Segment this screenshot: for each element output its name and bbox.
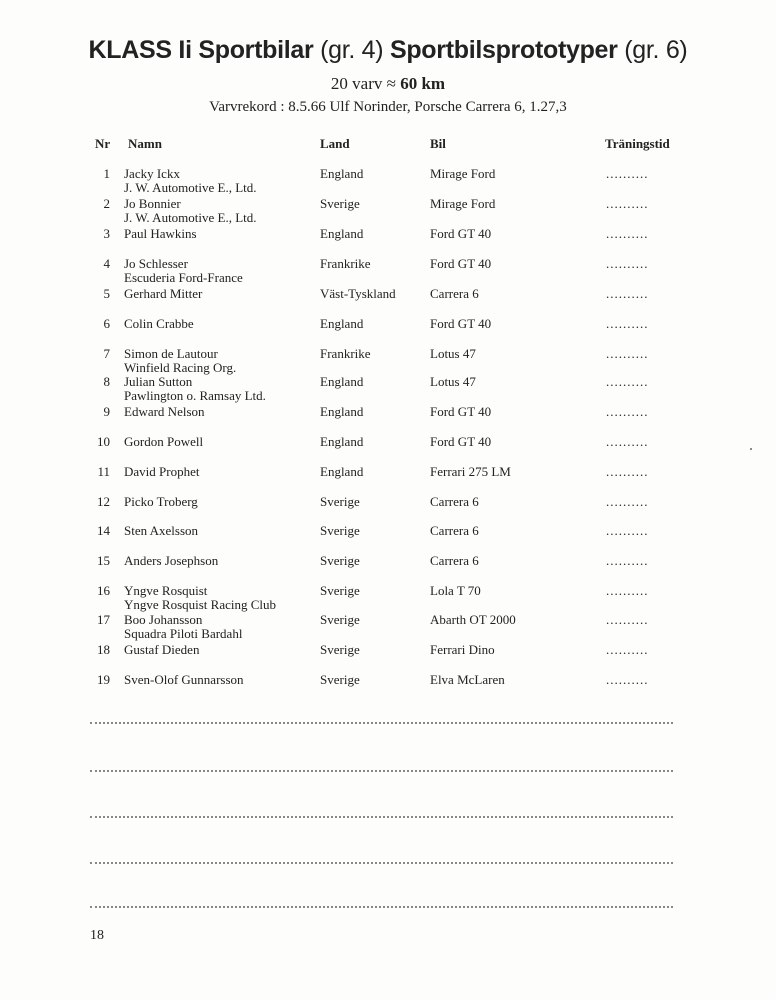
entry-car: Ford GT 40 — [430, 404, 492, 419]
entry-number: 6 — [103, 316, 110, 331]
entry-driver: Anders Josephson — [124, 553, 219, 568]
entry-practice-time-blank: .......... — [606, 583, 649, 598]
entry-practice-time-blank: .......... — [606, 404, 649, 419]
entry-practice-time-blank: .......... — [606, 374, 649, 389]
entry-team: Yngve Rosquist Racing Club — [124, 597, 277, 612]
entry-team: Escuderia Ford-France — [124, 270, 243, 285]
entry-driver: Boo Johansson — [124, 612, 203, 627]
entry-country: Sverige — [320, 553, 360, 568]
entry-country: Sverige — [320, 612, 360, 627]
entry-row — [0, 583, 776, 611]
entry-driver: Yngve Rosquist — [124, 583, 208, 598]
class-title-group4: (gr. 4) — [320, 36, 384, 64]
entry-car: Carrera 6 — [430, 553, 479, 568]
entry-practice-time-blank: .......... — [606, 316, 649, 331]
entry-car: Carrera 6 — [430, 494, 479, 509]
column-header-nr: Nr — [95, 136, 111, 151]
entry-driver: Edward Nelson — [124, 404, 205, 419]
entry-row — [0, 642, 776, 670]
entry-number: 1 — [103, 166, 110, 181]
entry-car: Mirage Ford — [430, 196, 496, 211]
entry-driver: Colin Crabbe — [124, 316, 194, 331]
entry-country: England — [320, 434, 364, 449]
entry-country: England — [320, 316, 364, 331]
column-header-practice-time: Träningstid — [605, 136, 670, 151]
entry-car: Ford GT 40 — [430, 256, 492, 271]
entry-car: Ford GT 40 — [430, 434, 492, 449]
entry-row — [0, 316, 776, 344]
entry-team: J. W. Automotive E., Ltd. — [124, 180, 257, 195]
entry-number: 2 — [103, 196, 110, 211]
entry-practice-time-blank: .......... — [606, 553, 649, 568]
entry-number: 12 — [97, 494, 110, 509]
class-title — [0, 36, 776, 65]
lap-record: Varvrekord : 8.5.66 Ulf Norinder, Porsche Carrera 6, 1.27,3 — [209, 99, 567, 115]
entry-driver: Julian Sutton — [124, 374, 193, 389]
entry-row — [0, 166, 776, 194]
blank-entry-line — [90, 862, 673, 864]
entry-country: England — [320, 404, 364, 419]
entry-practice-time-blank: .......... — [606, 196, 649, 211]
entry-team: Pawlington o. Ramsay Ltd. — [124, 388, 266, 403]
entry-country: Sverige — [320, 583, 360, 598]
entry-row — [0, 553, 776, 581]
entry-team: Squadra Piloti Bardahl — [124, 626, 243, 641]
entry-number: 18 — [97, 642, 110, 657]
entry-driver: Paul Hawkins — [124, 226, 197, 241]
entry-number: 15 — [97, 553, 110, 568]
entry-driver: Simon de Lautour — [124, 346, 218, 361]
entry-practice-time-blank: .......... — [606, 226, 649, 241]
entry-practice-time-blank: .......... — [606, 166, 649, 181]
entry-row — [0, 226, 776, 254]
entry-country: England — [320, 464, 364, 479]
entry-country: England — [320, 374, 364, 389]
class-title-group6: (gr. 6) — [624, 36, 688, 64]
entry-car: Ferrari 275 LM — [430, 464, 511, 479]
entry-practice-time-blank: .......... — [606, 672, 649, 687]
entry-car: Lotus 47 — [430, 374, 476, 389]
entry-driver: Jacky Ickx — [124, 166, 180, 181]
entry-number: 11 — [97, 464, 110, 479]
entry-car: Carrera 6 — [430, 286, 479, 301]
entry-car: Lotus 47 — [430, 346, 476, 361]
entry-row — [0, 374, 776, 402]
entry-country: Frankrike — [320, 346, 371, 361]
entry-row — [0, 523, 776, 551]
entry-practice-time-blank: .......... — [606, 434, 649, 449]
entry-number: 9 — [103, 404, 110, 419]
entry-country: Sverige — [320, 494, 360, 509]
entry-row — [0, 672, 776, 700]
entry-row — [0, 286, 776, 314]
entry-row — [0, 346, 776, 374]
entry-practice-time-blank: .......... — [606, 612, 649, 627]
page-number: 18 — [90, 928, 104, 943]
entry-car: Ford GT 40 — [430, 226, 492, 241]
entry-country: England — [320, 166, 364, 181]
race-distance — [0, 74, 776, 94]
entry-row — [0, 256, 776, 284]
entry-car: Ferrari Dino — [430, 642, 495, 657]
entry-country: Sverige — [320, 672, 360, 687]
entry-number: 16 — [97, 583, 110, 598]
entry-car: Elva McLaren — [430, 672, 505, 687]
entry-driver: Gustaf Dieden — [124, 642, 200, 657]
entry-team: Winfield Racing Org. — [124, 360, 237, 375]
entry-row — [0, 494, 776, 522]
entry-car: Lola T 70 — [430, 583, 481, 598]
entry-country: Sverige — [320, 196, 360, 211]
print-speck — [750, 448, 752, 450]
entry-row — [0, 404, 776, 432]
entry-driver: Sven-Olof Gunnarsson — [124, 672, 244, 687]
entry-practice-time-blank: .......... — [606, 494, 649, 509]
entry-driver: Gordon Powell — [124, 434, 204, 449]
entry-driver: Gerhard Mitter — [124, 286, 203, 301]
entry-driver: Jo Schlesser — [124, 256, 188, 271]
entry-row — [0, 612, 776, 640]
entry-row — [0, 464, 776, 492]
entry-number: 3 — [103, 226, 110, 241]
blank-entry-line — [90, 816, 673, 818]
column-header-name: Namn — [128, 136, 162, 151]
entry-car: Mirage Ford — [430, 166, 496, 181]
entry-driver: Picko Troberg — [124, 494, 198, 509]
race-laps: 20 varv ≈ — [330, 74, 396, 93]
entry-number: 14 — [97, 523, 110, 538]
blank-entry-line — [90, 906, 673, 908]
entry-country: England — [320, 226, 364, 241]
entry-number: 4 — [103, 256, 110, 271]
entry-car: Carrera 6 — [430, 523, 479, 538]
entry-driver: Jo Bonnier — [124, 196, 181, 211]
entry-practice-time-blank: .......... — [606, 642, 649, 657]
entry-row — [0, 434, 776, 462]
entry-number: 17 — [97, 612, 110, 627]
entry-car: Abarth OT 2000 — [430, 612, 516, 627]
column-header-car: Bil — [430, 136, 446, 151]
entry-country: Sverige — [320, 523, 360, 538]
class-title-prototypes: Sportbilsprototyper — [389, 36, 618, 64]
entry-car: Ford GT 40 — [430, 316, 492, 331]
entry-practice-time-blank: .......... — [606, 464, 649, 479]
entry-team: J. W. Automotive E., Ltd. — [124, 210, 257, 225]
blank-entry-line — [90, 770, 673, 772]
entry-row — [0, 196, 776, 224]
entry-country: Väst-Tyskland — [320, 286, 396, 301]
blank-entry-line — [90, 722, 673, 724]
entry-number: 5 — [103, 286, 110, 301]
entry-driver: Sten Axelsson — [124, 523, 199, 538]
entry-driver: David Prophet — [124, 464, 200, 479]
entry-number: 8 — [103, 374, 110, 389]
entry-practice-time-blank: .......... — [606, 523, 649, 538]
entry-country: Frankrike — [320, 256, 371, 271]
entry-country: Sverige — [320, 642, 360, 657]
class-title-main: KLASS Ii Sportbilar — [88, 36, 314, 64]
entry-practice-time-blank: .......... — [606, 256, 649, 271]
entry-number: 7 — [103, 346, 110, 361]
entry-number: 10 — [97, 434, 110, 449]
entry-practice-time-blank: .......... — [606, 346, 649, 361]
entry-number: 19 — [97, 672, 110, 687]
entry-practice-time-blank: .......... — [606, 286, 649, 301]
race-km: 60 km — [400, 74, 446, 93]
column-header-country: Land — [320, 136, 350, 151]
